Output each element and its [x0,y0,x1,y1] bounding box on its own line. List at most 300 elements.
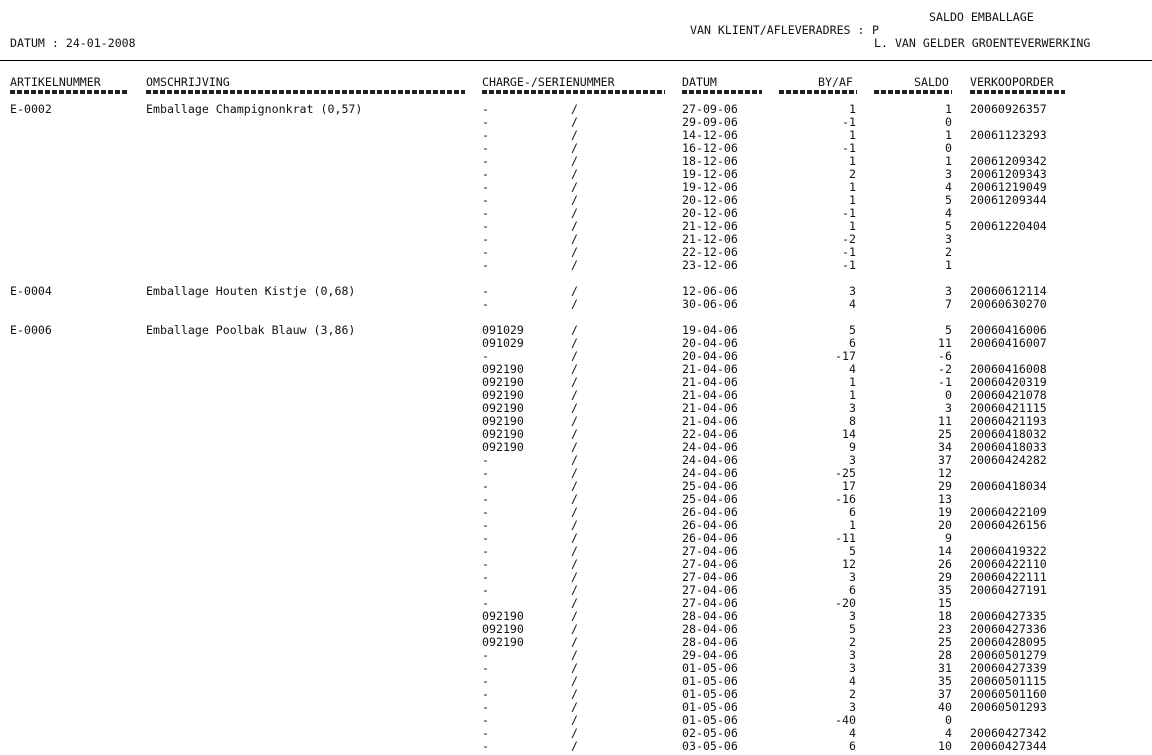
cell-saldo: 19 [938,505,952,519]
cell-verkooporder: 20060421115 [970,401,1047,415]
cell-saldo: 1 [945,154,952,168]
cell-verkooporder: 20060427191 [970,583,1047,597]
cell-saldo: 18 [938,609,952,623]
cell-charge: - [482,479,489,493]
cell-verkooporder: 20060501160 [970,687,1047,701]
cell-saldo: 5 [945,193,952,207]
cell-datum: 21-04-06 [682,401,738,415]
cell-by-af: -1 [842,141,856,155]
cell-by-af: -16 [835,492,856,506]
cell-datum: 24-04-06 [682,453,738,467]
cell-datum: 21-12-06 [682,219,738,233]
cell-verkooporder: 20060422109 [970,505,1047,519]
cell-omschrijving: Emballage Champignonkrat (0,57) [146,102,363,116]
cell-charge: - [482,206,489,220]
cell-charge: 092190 [482,401,524,415]
cell-charge: 092190 [482,375,524,389]
cell-separator: / [571,531,578,545]
cell-saldo: 7 [945,297,952,311]
cell-separator: / [571,362,578,376]
cell-separator: / [571,219,578,233]
cell-artikelnummer: E-0006 [10,323,52,337]
cell-charge: - [482,713,489,727]
cell-saldo: 13 [938,492,952,506]
cell-charge: 091029 [482,336,524,350]
cell-verkooporder: 20061209342 [970,154,1047,168]
cell-datum: 01-05-06 [682,713,738,727]
cell-datum: 20-04-06 [682,336,738,350]
cell-verkooporder: 20060416006 [970,323,1047,337]
cell-verkooporder: 20061209343 [970,167,1047,181]
cell-charge: - [482,596,489,610]
cell-datum: 21-12-06 [682,232,738,246]
cell-by-af: -1 [842,258,856,272]
col-header-datum: DATUM [682,75,717,89]
cell-charge: 092190 [482,622,524,636]
cell-separator: / [571,102,578,116]
cell-saldo: 14 [938,544,952,558]
cell-separator: / [571,713,578,727]
cell-charge: - [482,557,489,571]
cell-by-af: 1 [849,375,856,389]
cell-datum: 20-12-06 [682,193,738,207]
table-row [0,740,1152,753]
cell-separator: / [571,323,578,337]
cell-datum: 26-04-06 [682,518,738,532]
cell-verkooporder: 20061209344 [970,193,1047,207]
cell-saldo: 4 [945,726,952,740]
van-klient-value: P [872,23,879,37]
cell-datum: 29-04-06 [682,648,738,662]
cell-by-af: 4 [849,726,856,740]
cell-artikelnummer: E-0004 [10,284,52,298]
cell-datum: 29-09-06 [682,115,738,129]
col-header-charge: CHARGE-/SERIENUMMER [482,75,615,89]
cell-saldo: 3 [945,401,952,415]
cell-charge: - [482,648,489,662]
cell-saldo: 31 [938,661,952,675]
cell-charge: - [482,687,489,701]
cell-charge: - [482,258,489,272]
cell-separator: / [571,518,578,532]
cell-verkooporder: 20060422111 [970,570,1047,584]
cell-separator: / [571,440,578,454]
cell-saldo: 29 [938,570,952,584]
cell-separator: / [571,700,578,714]
cell-datum: 03-05-06 [682,739,738,753]
cell-by-af: 1 [849,388,856,402]
cell-saldo: 5 [945,323,952,337]
cell-datum: 19-12-06 [682,180,738,194]
cell-by-af: -1 [842,115,856,129]
cell-by-af: 4 [849,362,856,376]
cell-charge: - [482,180,489,194]
cell-by-af: 6 [849,505,856,519]
cell-saldo: 23 [938,622,952,636]
cell-datum: 24-04-06 [682,440,738,454]
cell-verkooporder: 20060427342 [970,726,1047,740]
cell-separator: / [571,570,578,584]
cell-by-af: 14 [842,427,856,441]
cell-charge: - [482,141,489,155]
cell-charge: 091029 [482,323,524,337]
cell-saldo: 35 [938,674,952,688]
cell-datum: 27-04-06 [682,596,738,610]
cell-saldo: 4 [945,206,952,220]
cell-datum: 30-06-06 [682,297,738,311]
cell-datum: 23-12-06 [682,258,738,272]
cell-saldo: 11 [938,336,952,350]
cell-charge: - [482,154,489,168]
cell-datum: 21-04-06 [682,362,738,376]
cell-saldo: 1 [945,128,952,142]
cell-datum: 16-12-06 [682,141,738,155]
cell-datum: 26-04-06 [682,531,738,545]
cell-by-af: 2 [849,167,856,181]
cell-by-af: 3 [849,700,856,714]
cell-by-af: -2 [842,232,856,246]
cell-charge: 092190 [482,362,524,376]
van-klient-label: VAN KLIENT/AFLEVERADRES : [690,23,865,37]
cell-separator: / [571,609,578,623]
table-row [0,298,1152,311]
cell-datum: 25-04-06 [682,492,738,506]
cell-saldo: 28 [938,648,952,662]
cell-separator: / [571,245,578,259]
cell-datum: 19-12-06 [682,167,738,181]
cell-charge: - [482,128,489,142]
cell-datum: 24-04-06 [682,466,738,480]
cell-verkooporder: 20060424282 [970,453,1047,467]
cell-separator: / [571,492,578,506]
cell-separator: / [571,739,578,753]
cell-charge: - [482,466,489,480]
cell-saldo: 0 [945,713,952,727]
cell-charge: - [482,453,489,467]
cell-verkooporder: 20060427335 [970,609,1047,623]
cell-by-af: 5 [849,323,856,337]
cell-by-af: 4 [849,674,856,688]
cell-saldo: 1 [945,102,952,116]
underline-by-af [779,90,857,94]
cell-verkooporder: 20060501115 [970,674,1047,688]
cell-by-af: 1 [849,102,856,116]
cell-saldo: 37 [938,453,952,467]
cell-separator: / [571,349,578,363]
cell-charge: - [482,219,489,233]
cell-by-af: 1 [849,180,856,194]
cell-verkooporder: 20060427344 [970,739,1047,753]
cell-by-af: 1 [849,154,856,168]
cell-separator: / [571,687,578,701]
cell-verkooporder: 20060420319 [970,375,1047,389]
underline-saldo [874,90,952,94]
cell-saldo: 11 [938,414,952,428]
cell-verkooporder: 20060612114 [970,284,1047,298]
cell-by-af: 4 [849,297,856,311]
col-header-by-af: BY/AF [818,75,853,89]
cell-charge: - [482,102,489,116]
cell-by-af: -1 [842,245,856,259]
cell-separator: / [571,336,578,350]
cell-separator: / [571,258,578,272]
cell-by-af: 1 [849,518,856,532]
cell-separator: / [571,141,578,155]
cell-datum: 27-04-06 [682,544,738,558]
cell-omschrijving: Emballage Poolbak Blauw (3,86) [146,323,356,337]
cell-charge: - [482,505,489,519]
cell-separator: / [571,232,578,246]
cell-by-af: 3 [849,453,856,467]
cell-verkooporder: 20060428095 [970,635,1047,649]
cell-by-af: 5 [849,544,856,558]
cell-charge: - [482,284,489,298]
cell-by-af: 5 [849,622,856,636]
cell-charge: 092190 [482,427,524,441]
company-name: L. VAN GELDER GROENTEVERWERKING [874,36,1091,50]
cell-by-af: 6 [849,583,856,597]
cell-by-af: 9 [849,440,856,454]
col-header-saldo: SALDO [914,75,949,89]
cell-datum: 01-05-06 [682,700,738,714]
report-title: SALDO EMBALLAGE [929,10,1034,24]
cell-by-af: 2 [849,635,856,649]
cell-saldo: 4 [945,180,952,194]
cell-datum: 02-05-06 [682,726,738,740]
underline-artikelnummer [10,90,129,94]
cell-separator: / [571,674,578,688]
cell-verkooporder: 20061219049 [970,180,1047,194]
cell-separator: / [571,427,578,441]
cell-charge: 092190 [482,388,524,402]
cell-datum: 26-04-06 [682,505,738,519]
cell-verkooporder: 20061123293 [970,128,1047,142]
cell-by-af: 3 [849,284,856,298]
cell-datum: 01-05-06 [682,661,738,675]
cell-datum: 27-04-06 [682,557,738,571]
cell-by-af: 3 [849,609,856,623]
cell-charge: - [482,167,489,181]
cell-datum: 01-05-06 [682,674,738,688]
cell-datum: 28-04-06 [682,609,738,623]
cell-saldo: 25 [938,635,952,649]
cell-separator: / [571,661,578,675]
cell-saldo: 37 [938,687,952,701]
table-row [0,259,1152,272]
cell-separator: / [571,596,578,610]
cell-saldo: 25 [938,427,952,441]
cell-saldo: 20 [938,518,952,532]
cell-by-af: -40 [835,713,856,727]
cell-saldo: 26 [938,557,952,571]
cell-datum: 20-04-06 [682,349,738,363]
cell-charge: - [482,193,489,207]
cell-by-af: -20 [835,596,856,610]
cell-by-af: -1 [842,206,856,220]
header-divider [0,60,1152,61]
cell-datum: 22-04-06 [682,427,738,441]
cell-charge: - [482,674,489,688]
cell-charge: - [482,531,489,545]
cell-by-af: -11 [835,531,856,545]
cell-separator: / [571,180,578,194]
cell-charge: 092190 [482,635,524,649]
cell-by-af: 17 [842,479,856,493]
cell-charge: - [482,245,489,259]
cell-datum: 14-12-06 [682,128,738,142]
cell-verkooporder: 20060421078 [970,388,1047,402]
cell-saldo: 3 [945,167,952,181]
cell-saldo: 0 [945,141,952,155]
cell-separator: / [571,193,578,207]
cell-charge: - [482,700,489,714]
cell-charge: - [482,726,489,740]
cell-saldo: 35 [938,583,952,597]
cell-verkooporder: 20060418033 [970,440,1047,454]
cell-charge: - [482,570,489,584]
cell-separator: / [571,453,578,467]
cell-datum: 28-04-06 [682,622,738,636]
cell-charge: - [482,232,489,246]
cell-saldo: 9 [945,531,952,545]
cell-datum: 20-12-06 [682,206,738,220]
cell-separator: / [571,414,578,428]
cell-artikelnummer: E-0002 [10,102,52,116]
cell-separator: / [571,622,578,636]
cell-datum: 28-04-06 [682,635,738,649]
cell-datum: 27-04-06 [682,583,738,597]
cell-by-af: 3 [849,661,856,675]
cell-separator: / [571,401,578,415]
cell-separator: / [571,479,578,493]
cell-charge: - [482,297,489,311]
cell-by-af: 1 [849,193,856,207]
cell-charge: - [482,349,489,363]
cell-verkooporder: 20060419322 [970,544,1047,558]
cell-charge: 092190 [482,609,524,623]
cell-saldo: -6 [938,349,952,363]
cell-by-af: 8 [849,414,856,428]
cell-separator: / [571,388,578,402]
cell-separator: / [571,375,578,389]
cell-separator: / [571,648,578,662]
cell-datum: 27-09-06 [682,102,738,116]
cell-verkooporder: 20060418032 [970,427,1047,441]
cell-saldo: 3 [945,232,952,246]
cell-by-af: 12 [842,557,856,571]
cell-saldo: -1 [938,375,952,389]
cell-by-af: 1 [849,128,856,142]
cell-separator: / [571,466,578,480]
cell-saldo: 40 [938,700,952,714]
cell-separator: / [571,544,578,558]
cell-saldo: 2 [945,245,952,259]
col-header-artikelnummer: ARTIKELNUMMER [10,75,101,89]
cell-charge: - [482,739,489,753]
cell-separator: / [571,583,578,597]
cell-separator: / [571,505,578,519]
cell-verkooporder: 20060501279 [970,648,1047,662]
cell-datum: 01-05-06 [682,687,738,701]
cell-by-af: -25 [835,466,856,480]
cell-charge: - [482,583,489,597]
cell-saldo: 5 [945,219,952,233]
cell-separator: / [571,726,578,740]
cell-separator: / [571,128,578,142]
cell-saldo: 10 [938,739,952,753]
cell-by-af: 6 [849,739,856,753]
cell-by-af: -17 [835,349,856,363]
cell-by-af: 2 [849,687,856,701]
cell-datum: 19-04-06 [682,323,738,337]
cell-saldo: 15 [938,596,952,610]
cell-separator: / [571,557,578,571]
cell-saldo: 12 [938,466,952,480]
cell-datum: 22-12-06 [682,245,738,259]
cell-verkooporder: 20060426156 [970,518,1047,532]
cell-verkooporder: 20060427336 [970,622,1047,636]
cell-charge: - [482,544,489,558]
cell-datum: 12-06-06 [682,284,738,298]
cell-saldo: 0 [945,388,952,402]
cell-saldo: 1 [945,258,952,272]
cell-separator: / [571,206,578,220]
cell-by-af: 6 [849,336,856,350]
cell-verkooporder: 20060418034 [970,479,1047,493]
cell-charge: - [482,115,489,129]
cell-datum: 25-04-06 [682,479,738,493]
cell-verkooporder: 20060427339 [970,661,1047,675]
cell-verkooporder: 20060926357 [970,102,1047,116]
cell-verkooporder: 20060416007 [970,336,1047,350]
cell-saldo: 34 [938,440,952,454]
underline-charge [482,90,665,94]
cell-by-af: 1 [849,219,856,233]
cell-separator: / [571,154,578,168]
cell-separator: / [571,284,578,298]
cell-verkooporder: 20060501293 [970,700,1047,714]
cell-charge: - [482,492,489,506]
cell-by-af: 3 [849,401,856,415]
cell-charge: - [482,518,489,532]
cell-omschrijving: Emballage Houten Kistje (0,68) [146,284,356,298]
col-header-omschrijving: OMSCHRIJVING [146,75,230,89]
cell-by-af: 3 [849,648,856,662]
cell-datum: 21-04-06 [682,375,738,389]
cell-charge: - [482,661,489,675]
cell-separator: / [571,297,578,311]
cell-verkooporder: 20060421193 [970,414,1047,428]
cell-verkooporder: 20060630270 [970,297,1047,311]
cell-separator: / [571,167,578,181]
underline-verkooporder [970,90,1065,94]
cell-saldo: 3 [945,284,952,298]
cell-verkooporder: 20060422110 [970,557,1047,571]
cell-separator: / [571,635,578,649]
cell-verkooporder: 20061220404 [970,219,1047,233]
cell-verkooporder: 20060416008 [970,362,1047,376]
datum-label: DATUM : 24-01-2008 [10,36,136,50]
cell-by-af: 3 [849,570,856,584]
cell-saldo: -2 [938,362,952,376]
cell-datum: 18-12-06 [682,154,738,168]
cell-saldo: 29 [938,479,952,493]
col-header-verkooporder: VERKOOPORDER [970,75,1054,89]
cell-charge: 092190 [482,414,524,428]
underline-datum [682,90,762,94]
cell-datum: 21-04-06 [682,388,738,402]
cell-saldo: 0 [945,115,952,129]
